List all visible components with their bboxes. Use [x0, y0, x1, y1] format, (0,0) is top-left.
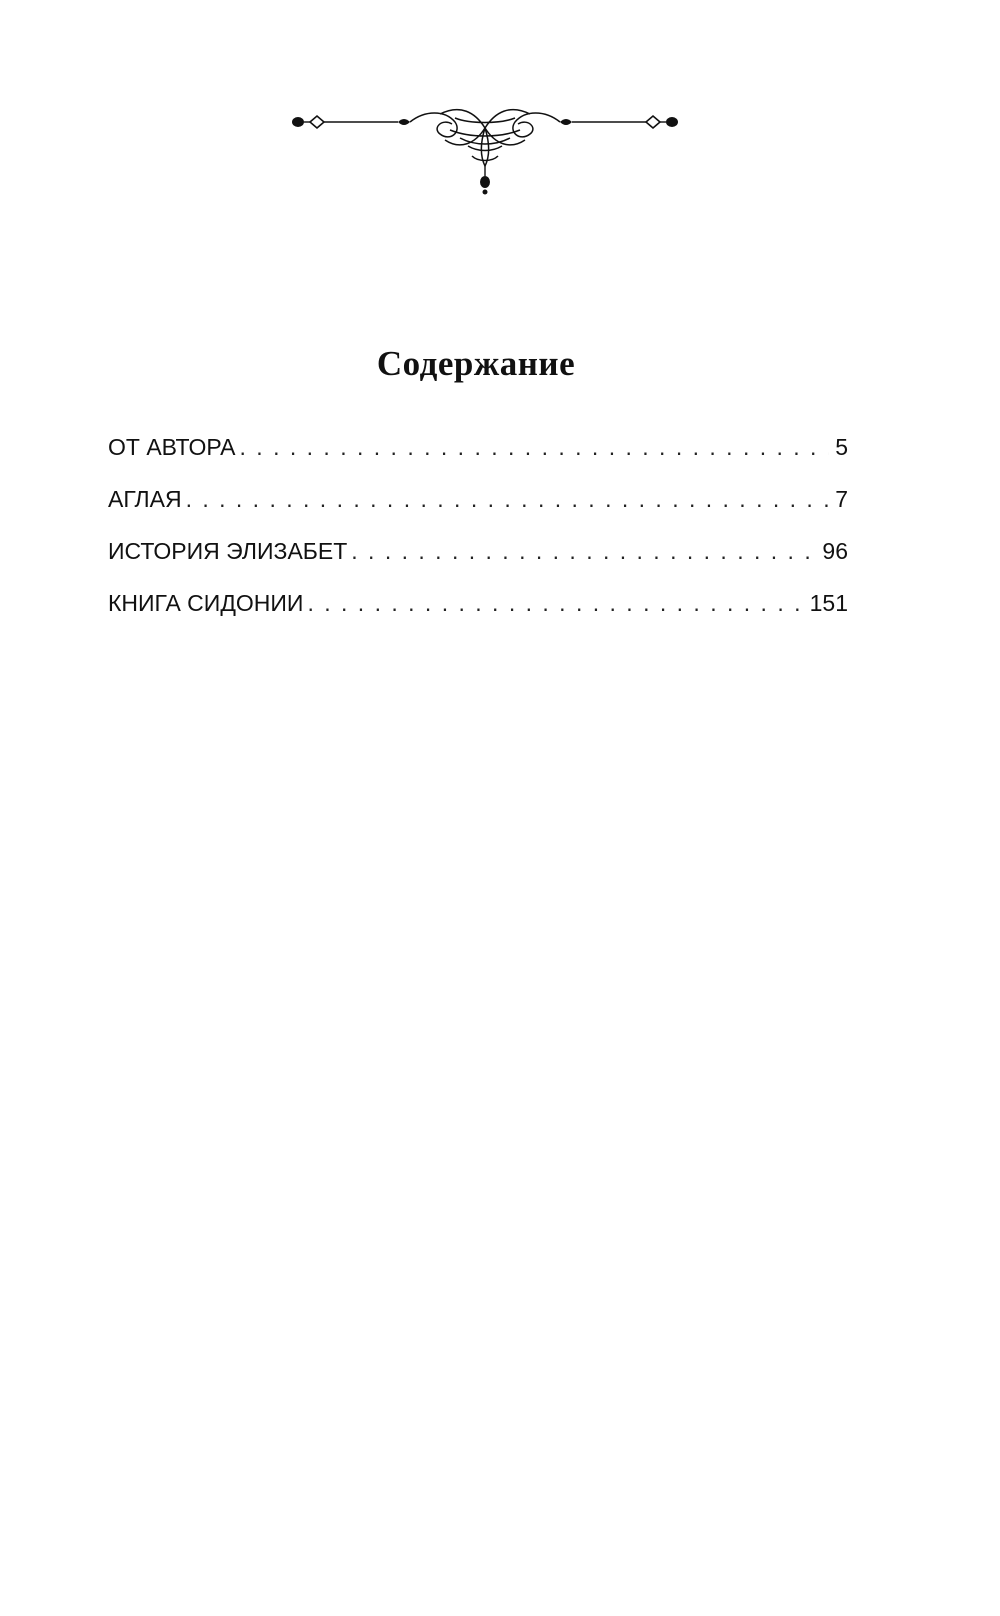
toc-entry-page: 96 — [816, 536, 848, 566]
toc-entry[interactable] — [108, 484, 848, 536]
toc-dot-leader — [351, 536, 816, 566]
toc-entry-page: 5 — [829, 432, 848, 462]
toc-entry[interactable] — [108, 588, 848, 640]
toc-entry[interactable] — [108, 536, 848, 588]
toc-entry-title: АГЛАЯ — [108, 484, 186, 514]
toc-entry-title: ИСТОРИЯ ЭЛИЗАБЕТ — [108, 536, 351, 566]
toc-entry-page: 151 — [804, 588, 848, 618]
toc-dot-leader — [307, 588, 803, 618]
toc-entry[interactable] — [108, 432, 848, 484]
flourish-divider-icon — [290, 104, 680, 200]
page-title: Содержание — [376, 344, 576, 383]
toc-entry-title: КНИГА СИДОНИИ — [108, 588, 307, 618]
toc-dot-leader — [240, 432, 830, 462]
toc-entry-page: 7 — [829, 484, 848, 514]
table-of-contents — [108, 432, 848, 640]
toc-dot-leader — [186, 484, 830, 514]
toc-entry-title: ОТ АВТОРА — [108, 432, 240, 462]
